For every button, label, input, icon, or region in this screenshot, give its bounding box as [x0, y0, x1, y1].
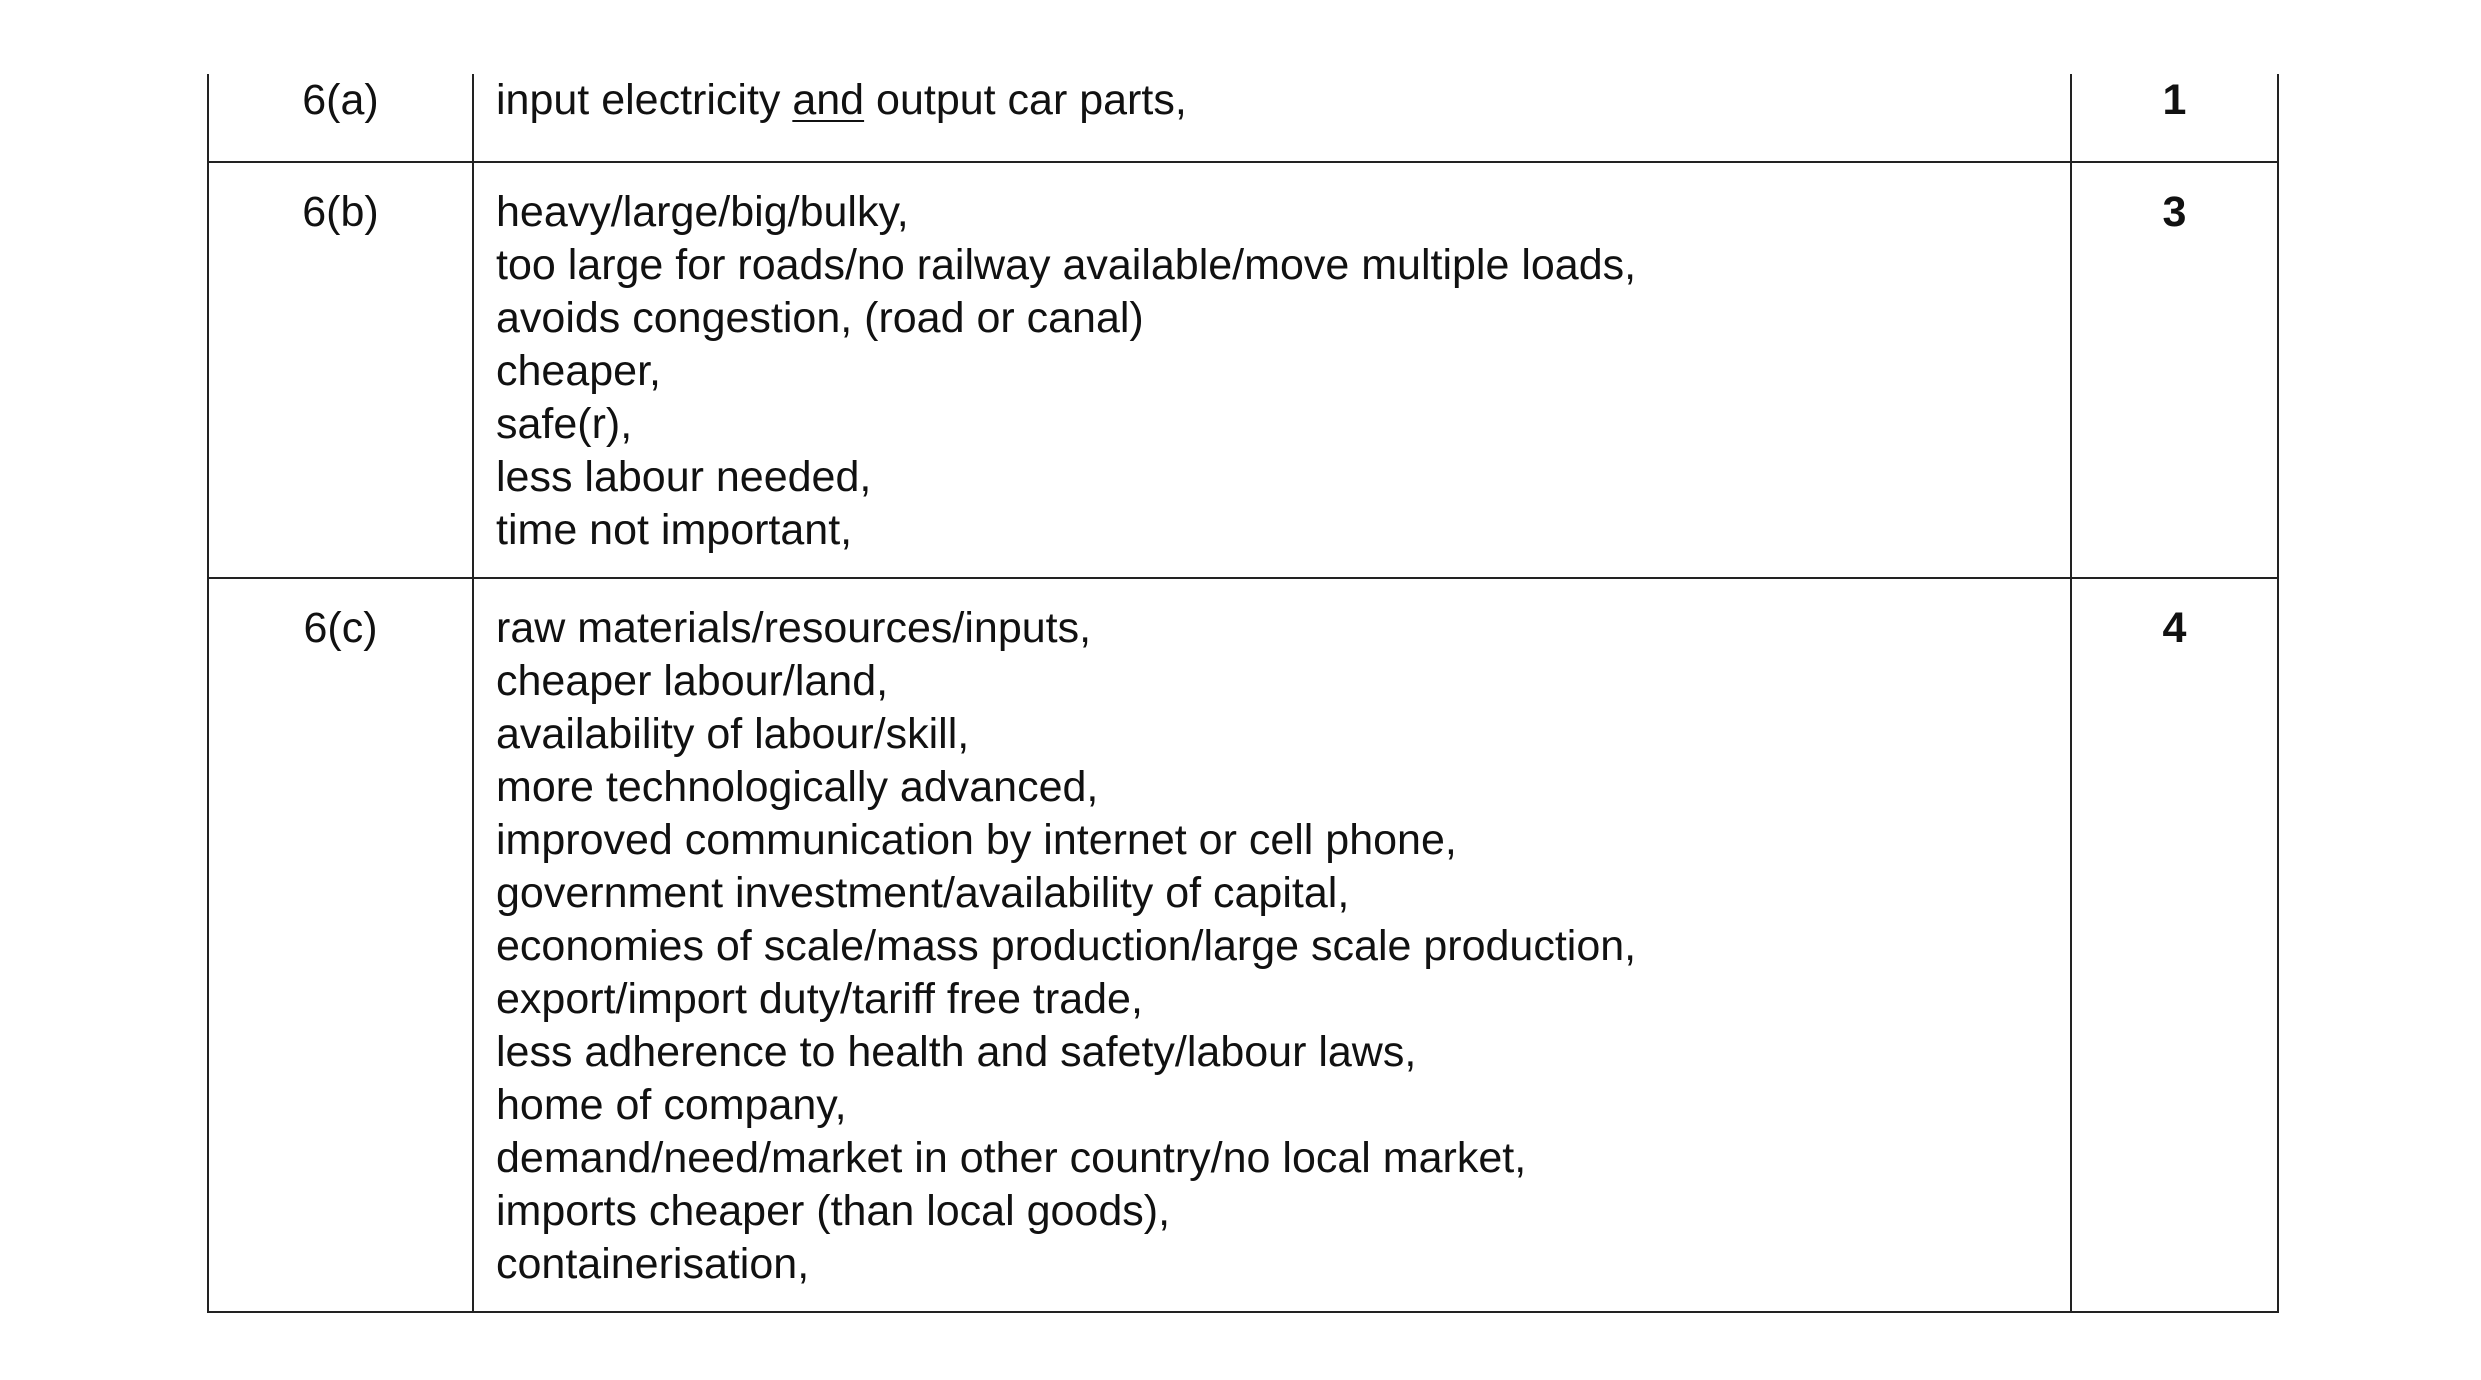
answer-line: heavy/large/big/bulky,: [496, 188, 909, 236]
answer-line: too large for roads/no railway available/move multiple loads,: [496, 241, 1637, 289]
answer-line: economies of scale/mass production/large scale production,: [496, 922, 1637, 970]
question-number: 6(c): [208, 578, 473, 1312]
answer-line: time not important,: [496, 506, 853, 554]
answer-line: avoids congestion, (road or canal): [496, 294, 1144, 342]
answer-line: raw materials/resources/inputs,: [496, 604, 1092, 652]
answer-line: availability of labour/skill,: [496, 710, 970, 758]
answer-line: cheaper,: [496, 347, 661, 395]
table-row-6b: [208, 162, 2278, 578]
answer-cell: [473, 162, 2071, 578]
question-number: 6(b): [208, 162, 473, 578]
answer-line: demand/need/market in other country/no local market,: [496, 1134, 1527, 1182]
answer-line: home of company,: [496, 1081, 847, 1129]
marks-value: 3: [2071, 162, 2278, 578]
answer-text-after: output car parts,: [864, 76, 1187, 124]
answer-line: less adherence to health and safety/labour laws,: [496, 1028, 1417, 1076]
answer-line: improved communication by internet or cell phone,: [496, 816, 1457, 864]
answer-line: containerisation,: [496, 1240, 810, 1288]
answer-line: [496, 74, 2070, 127]
table-row-6a: [208, 74, 2278, 162]
mark-scheme-table: [207, 74, 2279, 1313]
answer-cell: [473, 74, 2071, 162]
question-number: 6(a): [208, 74, 473, 162]
answer-line: export/import duty/tariff free trade,: [496, 975, 1143, 1023]
marks-value: 1: [2071, 74, 2278, 162]
answer-text-before: input electricity: [496, 76, 793, 124]
answer-line: government investment/availability of capital,: [496, 869, 1350, 917]
answer-cell: [473, 578, 2071, 1312]
answer-line: less labour needed,: [496, 453, 872, 501]
answer-line: imports cheaper (than local goods),: [496, 1187, 1171, 1235]
answer-line: safe(r),: [496, 400, 633, 448]
marks-value: 4: [2071, 578, 2278, 1312]
answer-line: cheaper labour/land,: [496, 657, 889, 705]
table-row-6c: [208, 578, 2278, 1312]
answer-text-underlined: and: [792, 76, 865, 124]
answer-line: more technologically advanced,: [496, 763, 1099, 811]
